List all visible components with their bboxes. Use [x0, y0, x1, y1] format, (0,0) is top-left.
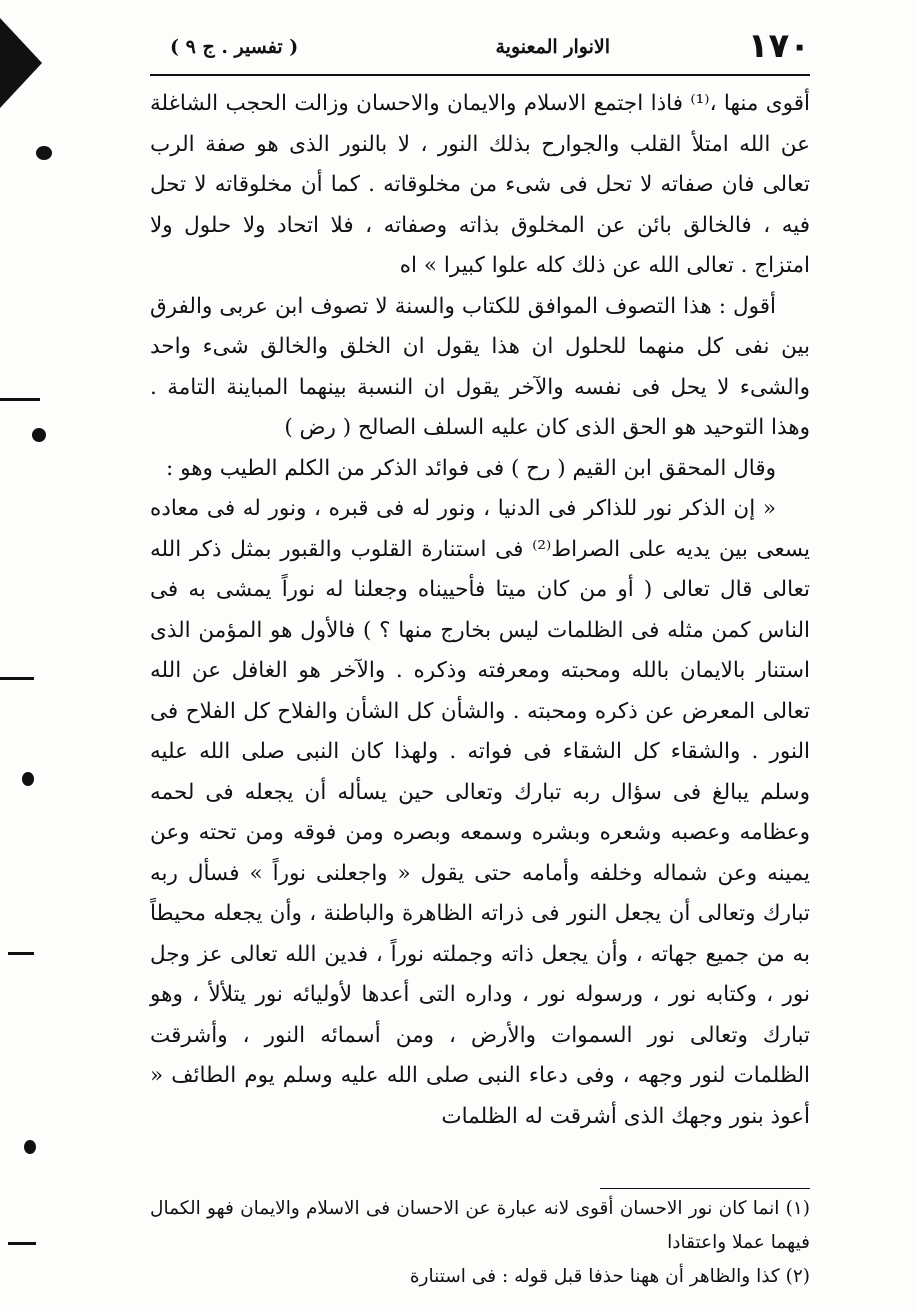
scan-dash	[0, 398, 40, 401]
paragraph-3: وقال المحقق ابن القيم ( رح ) فى فوائد الذكر من الكلم الطيب وهو :	[166, 455, 776, 481]
paragraph-4: « إن الذكر نور للذاكر فى الدنيا ، ونور له فى قبره ، ونور له فى معاده يسعى بين يديه على الصراط⁽²⁾ فى استنارة القلوب والقبور بمثل ذكر الله تعالى قال تعالى ( أو من كان ميتا فأحييناه وجعلنا له نوراً يمشى به فى الناس كمن مثله فى الظلمات ليس بخارج منها ؟ ) فالأول هو المؤمن الذى استنار بالايمان بالله ومحبته ومعرفته وذكره . والآخر هو الغافل عن الله تعالى المعرض عن ذكره ومحبته . والشأن كل الشأن والفلاح كل الفلاح فى النور . والشقاء كل الشقاء فى فواته . ولهذا كان النبى صلى الله عليه وسلم يبالغ فى سؤال ربه تبارك وتعالى حين يسأله أن يجعله فى لحمه وعظامه وعصبه وشعره وبشره وسمعه وبصره ومن فوقه ومن تحته وعن يمينه وعن شماله وخلفه وأمامه حتى يقول « واجعلنى نوراً » فسأل ربه تبارك وتعالى أن يجعل النور فى ذراته الظاهرة والباطنة ، وأن يجعله محيطاً به من جميع جهاته ، وأن يجعل ذاته وجملته نوراً ، فدين الله تعالى عز وجل نور ، وكتابه نور ، ورسوله نور ، وداره التى أعدها لأوليائه نور يتلألأ ، وهو تبارك وتعالى نور السموات والأرض ، ومن أسمائه النور ، وأشرقت الظلمات لنور وجهه ، وفى دعاء النبى صلى الله عليه وسلم يوم الطائف « أعوذ بنور وجهك الذى أشرقت له الظلمات	[150, 496, 810, 1129]
footnotes	[150, 1192, 810, 1294]
footnote-2: (٢) كذا والظاهر أن ههنا حذفا قبل قوله : فى استنارة	[409, 1266, 810, 1287]
scan-dash	[8, 952, 34, 955]
scan-dash	[0, 677, 34, 680]
scan-speck	[36, 146, 52, 160]
page-header	[150, 26, 810, 70]
main-text	[150, 84, 810, 1137]
scan-speck	[32, 428, 46, 442]
footnote-rule	[600, 1188, 810, 1189]
binding-shadow-mark	[0, 18, 42, 108]
header-rule	[150, 74, 810, 76]
paragraph-2: أقول : هذا التصوف الموافق للكتاب والسنة لا تصوف ابن عربى والفرق بين نفى كل منهما للحلول ان هذا يقول ان الخلق والخالق شىء واحد والشىء لا يحل فى نفسه والآخر يقول ان النسبة بينهما المباينة التامة . وهذا التوحيد هو الحق الذى كان عليه السلف الصالح ( رض )	[150, 293, 810, 440]
page-number: ١٧٠	[747, 26, 810, 66]
scan-dash	[8, 1242, 36, 1245]
paragraph-1: أقوى منها ،⁽¹⁾ فاذا اجتمع الاسلام والايمان والاحسان وزالت الحجب الشاغلة عن الله امتلأ القلب والجوارح بذلك النور ، لا بالنور الذى هو صفة الرب تعالى فان صفاته لا تحل فى شىء من مخلوقاته . كما أن مخلوقاته لا تحل فيه ، فالخالق بائن عن المخلوق بذاته وصفاته ، فلا اتحاد ولا حلول ولا امتزاج . تعالى الله عن ذلك كله علوا كبيرا » اه	[150, 91, 810, 278]
running-title: الانوار المعنوية	[495, 36, 610, 58]
scan-speck	[22, 772, 34, 786]
footnote-1: (١) انما كان نور الاحسان أقوى لانه عبارة عن الاحسان فى الاسلام والايمان فهو الكمال فيهما عملا واعتقادا	[150, 1198, 810, 1253]
section-label: ( تفسير . ج ٩ )	[170, 36, 299, 58]
scan-speck	[24, 1140, 36, 1154]
